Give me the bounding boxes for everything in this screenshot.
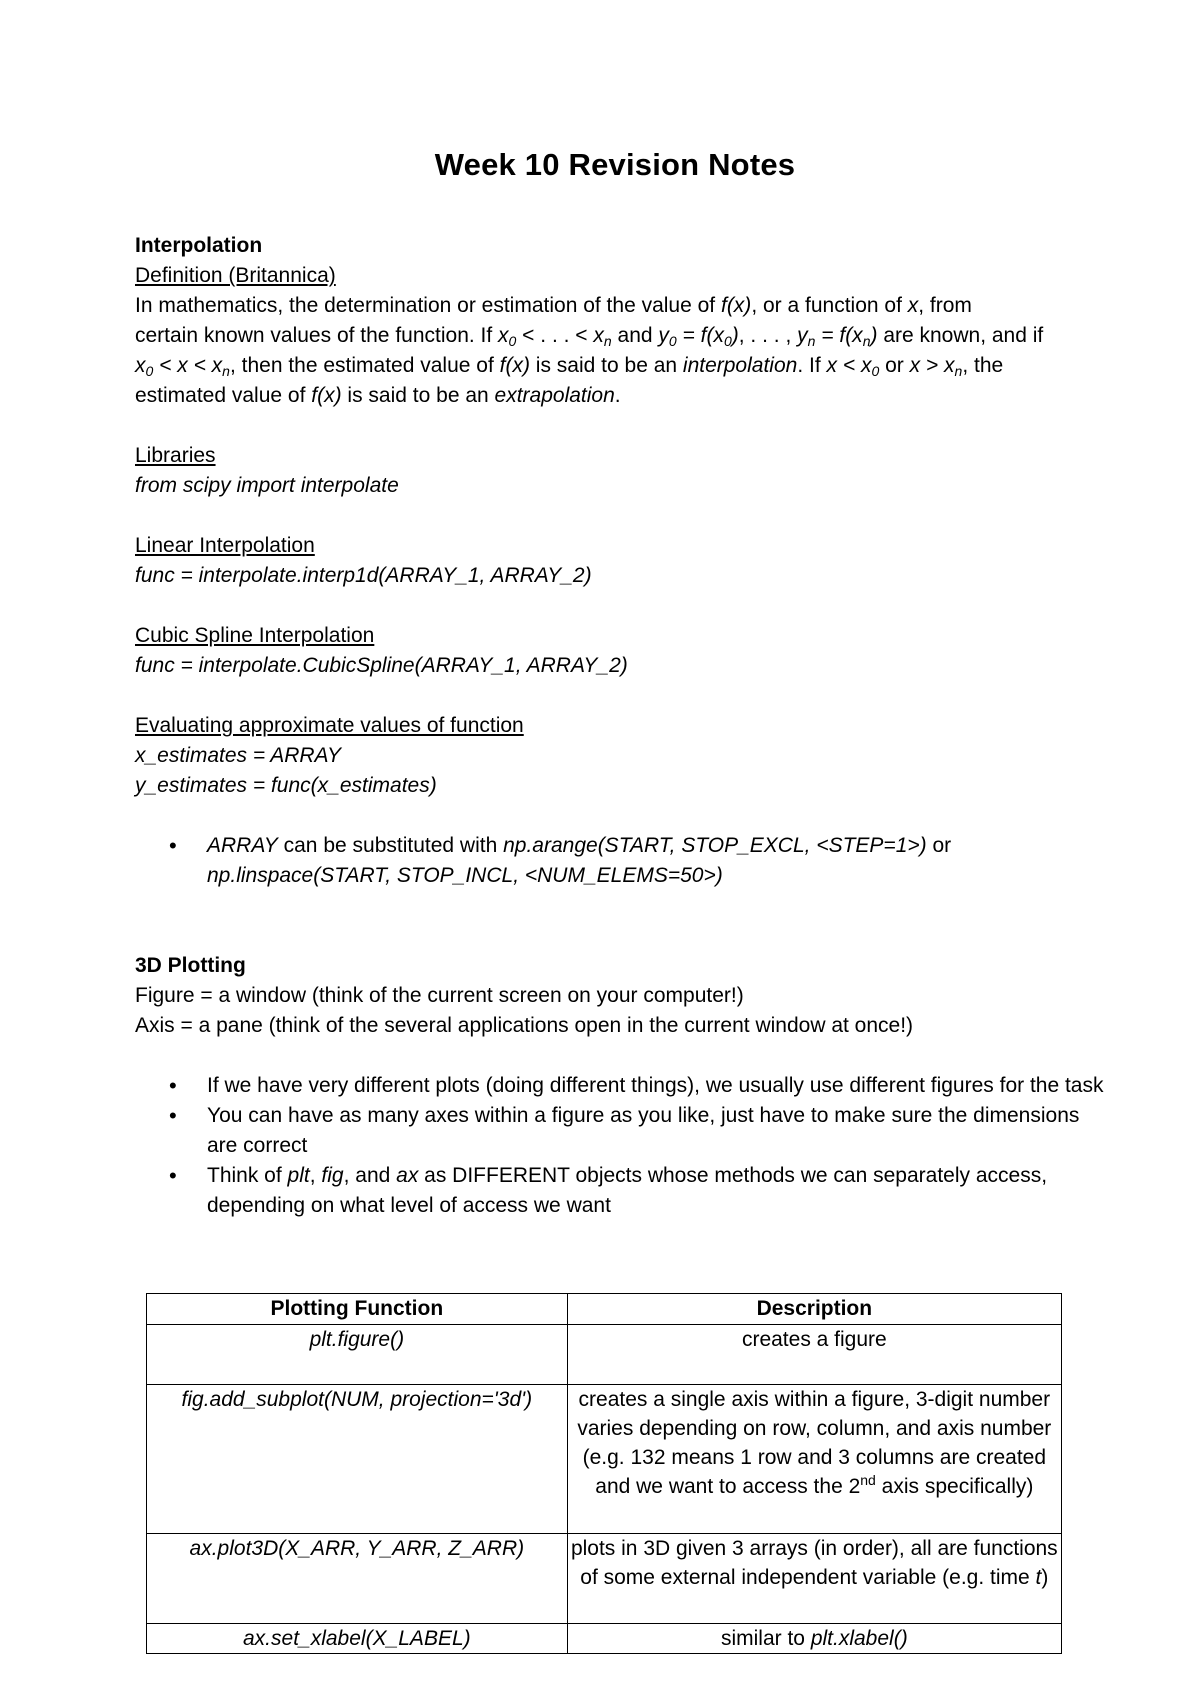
list-item: • ARRAY can be substituted with np.arange(START, STOP_EXCL, <STEP=1>) or np.linspace(START, STOP_INCL, <NUM_ELEMS=50>) (207, 831, 1095, 891)
table-header-row (147, 1294, 1062, 1325)
function-cell: ax.set_xlabel(X_LABEL) (147, 1624, 568, 1654)
header-description: Description (567, 1294, 1061, 1325)
table-row (147, 1624, 1062, 1654)
libraries-heading: Libraries (135, 444, 216, 467)
table-row (147, 1325, 1062, 1385)
y-estimates-code: y_estimates = func(x_estimates) (135, 774, 437, 797)
function-cell: plt.figure() (147, 1325, 568, 1385)
page-title: Week 10 Revision Notes (434, 147, 796, 182)
list-item: • Think of plt, fig, and ax as DIFFERENT objects whose methods we can separately access, depending on what level of access we want (207, 1161, 1107, 1221)
evaluating-heading: Evaluating approximate values of function (135, 714, 524, 737)
table-row (147, 1385, 1062, 1534)
3d-plotting-heading: 3D Plotting (135, 954, 246, 977)
table-row (147, 1534, 1062, 1624)
plotting-functions-table (146, 1293, 1062, 1654)
axis-definition: Axis = a pane (think of the several applications open in the current window at once!) (135, 1014, 914, 1037)
definition-heading: Definition (Britannica) (135, 264, 336, 287)
function-cell: ax.plot3D(X_ARR, Y_ARR, Z_ARR) (147, 1534, 568, 1624)
list-item: • You can have as many axes within a figure as you like, just have to make sure the dimensions are correct (207, 1101, 1107, 1161)
linear-interpolation-heading: Linear Interpolation (135, 534, 315, 557)
function-cell: fig.add_subplot(NUM, projection='3d') (147, 1385, 568, 1534)
cubic-spline-code: func = interpolate.CubicSpline(ARRAY_1, ARRAY_2) (135, 654, 628, 677)
description-cell: plots in 3D given 3 arrays (in order), all are functions of some external independent variable (e.g. time t) (567, 1534, 1061, 1624)
array-bullet-list (135, 831, 1095, 891)
libraries-code: from scipy import interpolate (135, 474, 399, 497)
cubic-spline-heading: Cubic Spline Interpolation (135, 624, 375, 647)
list-item: • If we have very different plots (doing different things), we usually use different figures for the task (207, 1071, 1107, 1101)
header-plotting-function: Plotting Function (147, 1294, 568, 1325)
description-cell: creates a single axis within a figure, 3-digit number varies depending on row, column, and axis number (e.g. 132 means 1 row and 3 columns are created and we want to access the 2nd axis specifically) (567, 1385, 1061, 1534)
definition-paragraph: In mathematics, the determination or estimation of the value of f(x), or a function of x, from certain known values of the function. If $x_0$ < . . . < $x_n$ and $y_0 = f(x_0)$, . . . , $y_n = f(x_n)$ are known, and if $x_0 < x < x_n$, then the estimated value of f(x) is said to be an interpolation. If $x < x_0$ or $x > x_n$, the estimated value of f(x) is said to be an extrapolation. (135, 294, 1044, 407)
interpolation-heading: Interpolation (135, 234, 263, 257)
linear-interpolation-code: func = interpolate.interp1d(ARRAY_1, ARRAY_2) (135, 564, 592, 587)
x-estimates-code: x_estimates = ARRAY (135, 744, 341, 767)
figure-definition: Figure = a window (think of the current screen on your computer!) (135, 984, 744, 1007)
document-page (135, 145, 1104, 1221)
description-cell: creates a figure (567, 1325, 1061, 1385)
description-cell: similar to plt.xlabel() (567, 1624, 1061, 1654)
plotting-bullet-list (135, 1071, 1107, 1221)
